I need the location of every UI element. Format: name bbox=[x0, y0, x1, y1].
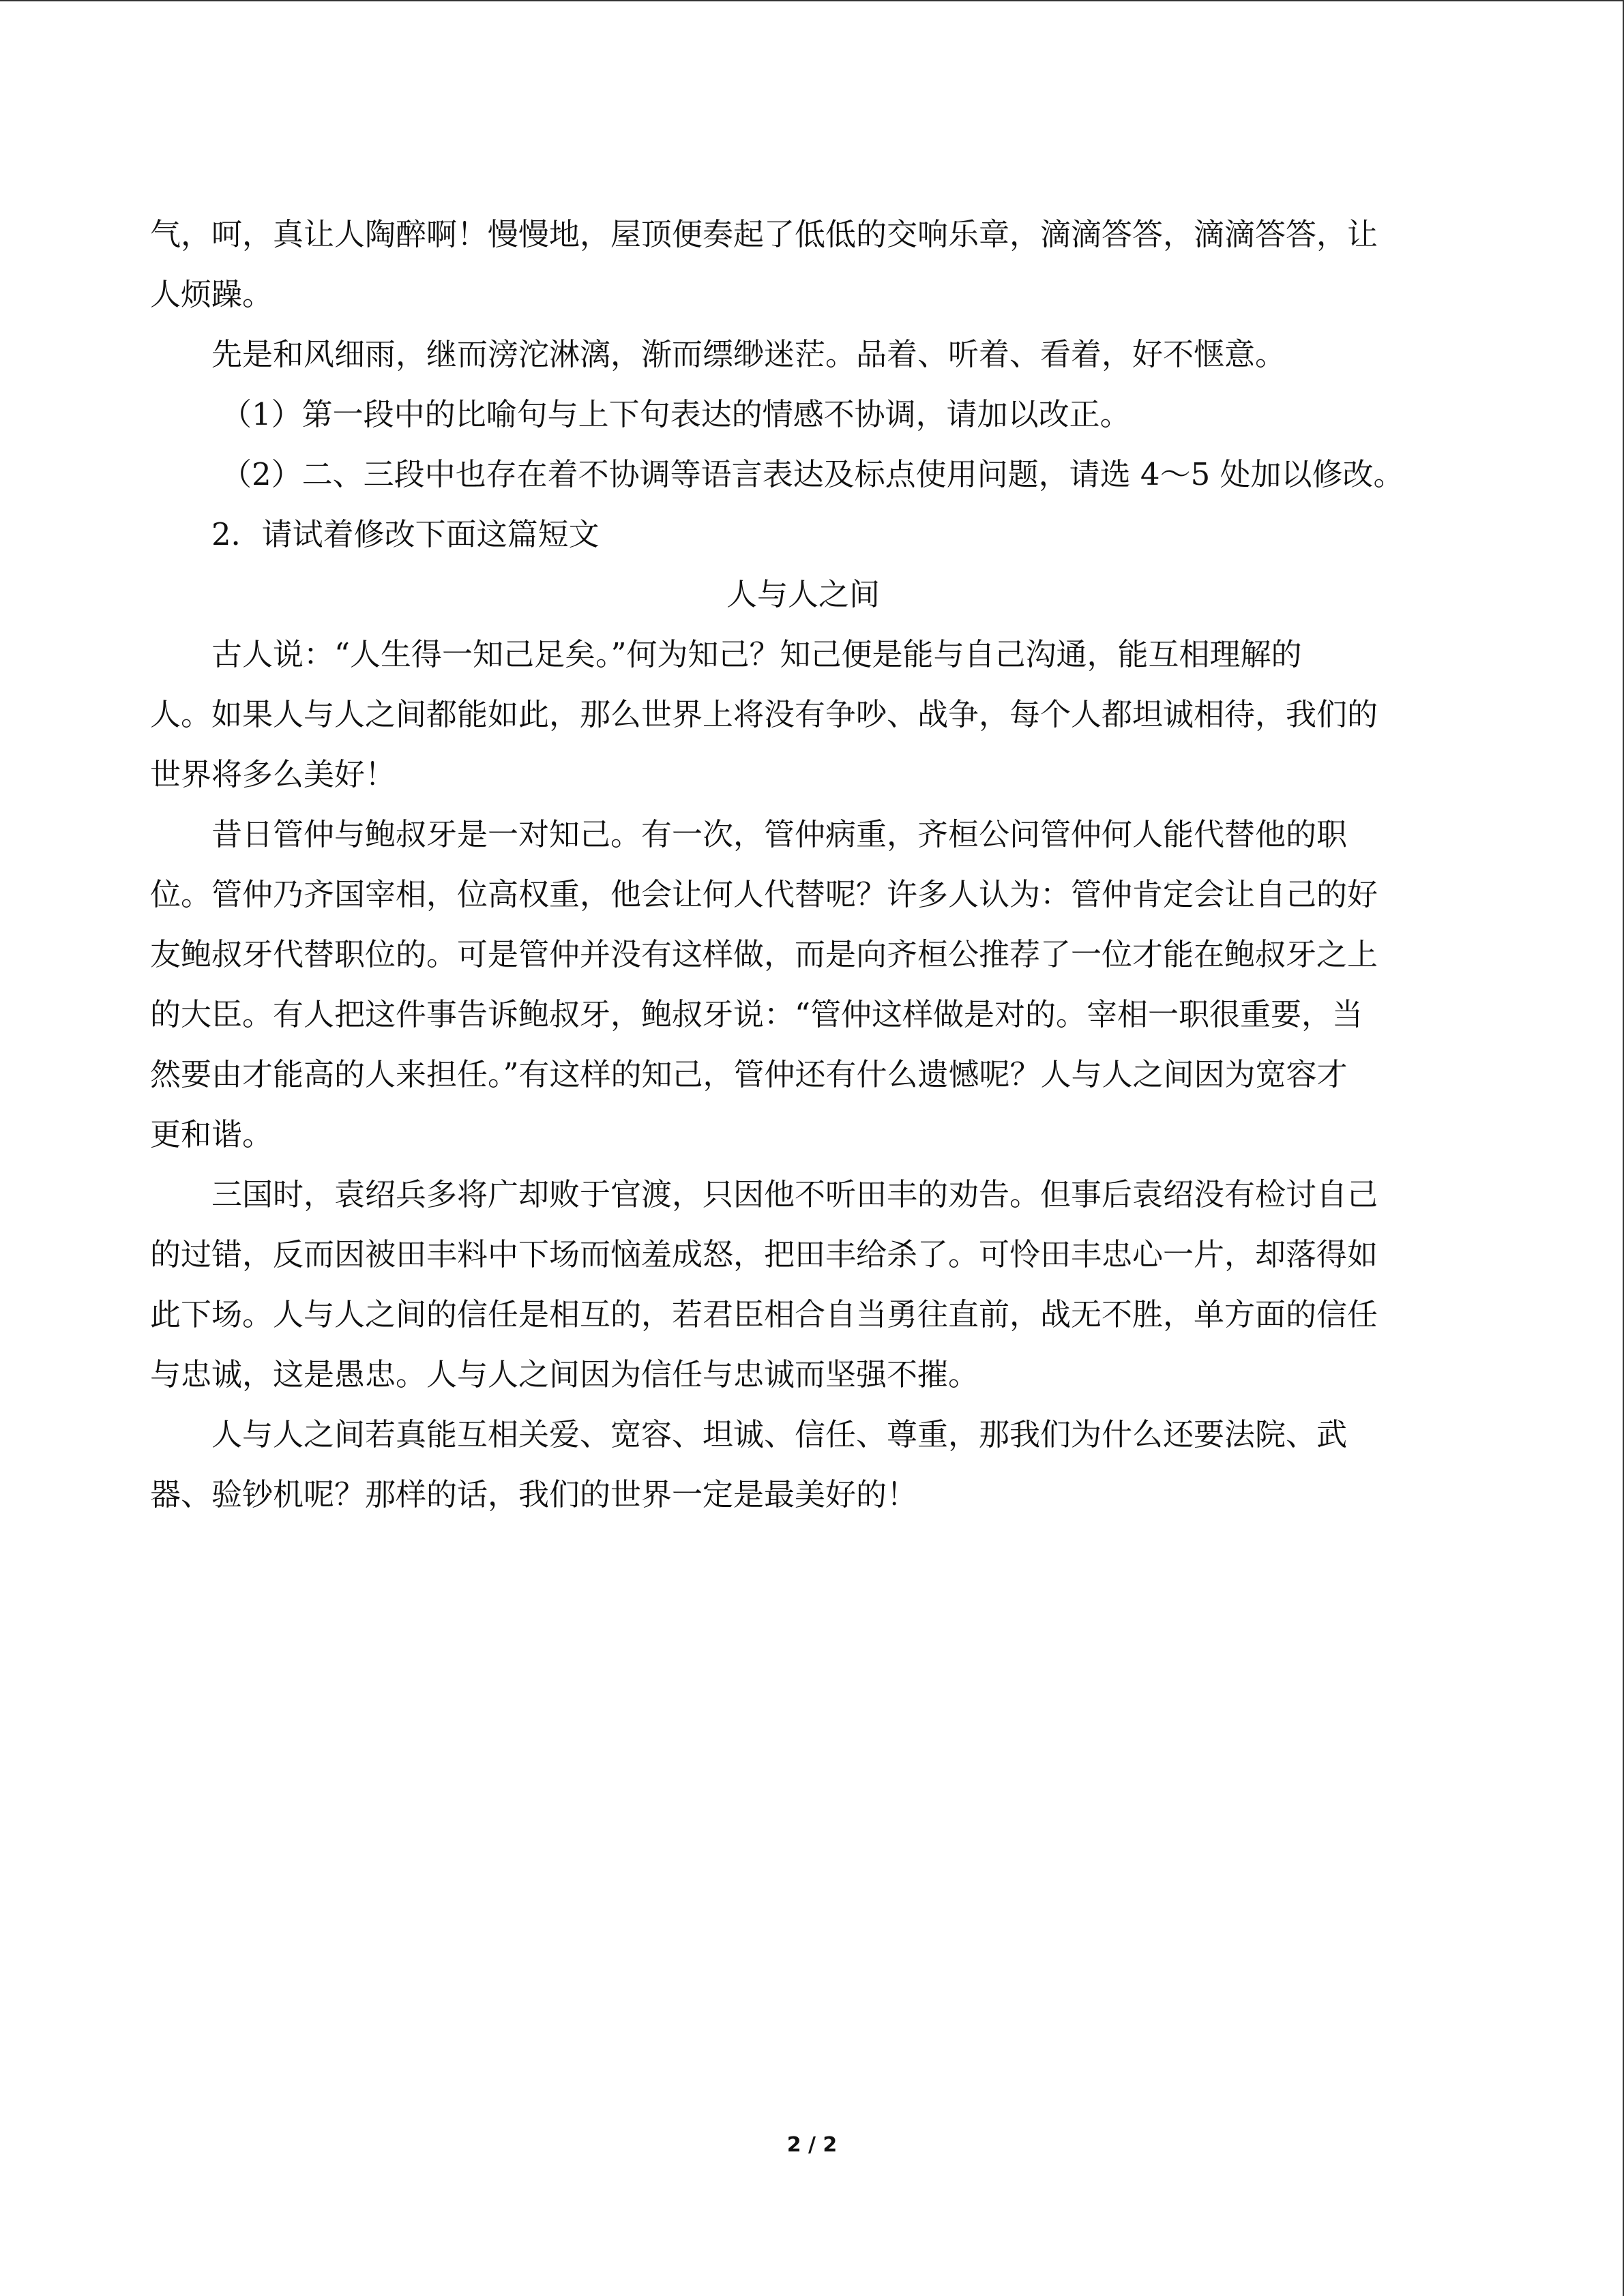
text-line: 位。管仲乃齐国宰相，位高权重，他会让何人代替呢？许多人认为：管仲肯定会让自己的好 bbox=[150, 876, 1378, 912]
text-line: 先是和风细雨，继而滂沱淋漓，渐而缥缈迷茫。品着、听着、看着，好不惬意。 bbox=[211, 336, 1286, 372]
text-line: 然要由才能高的人来担任。”有这样的知己，管仲还有什么遗憾呢？人与人之间因为宽容才 bbox=[150, 1056, 1348, 1092]
text-line: 世界将多么美好！ bbox=[150, 756, 396, 792]
document-body bbox=[150, 205, 1456, 1525]
text-line: 气，呵，真让人陶醉啊！慢慢地，屋顶便奏起了低低的交响乐章，滴滴答答，滴滴答答，让 bbox=[150, 216, 1378, 252]
text-line: 的大臣。有人把这件事告诉鲍叔牙，鲍叔牙说：“管仲这样做是对的。宰相一职很重要，当 bbox=[150, 996, 1363, 1032]
text-line: 与忠诚，这是愚忠。人与人之间因为信任与忠诚而坚强不摧。 bbox=[150, 1356, 979, 1392]
text-line: 友鲍叔牙代替职位的。可是管仲并没有这样做，而是向齐桓公推荐了一位才能在鲍叔牙之上 bbox=[150, 936, 1378, 972]
text-line: 的过错，反而因被田丰料中下场而恼羞成怒，把田丰给杀了。可怜田丰忠心一片，却落得如 bbox=[150, 1236, 1378, 1272]
question-heading: 2．请试着修改下面这篇短文 bbox=[211, 516, 600, 552]
text-line: 昔日管仲与鲍叔牙是一对知己。有一次，管仲病重，齐桓公问管仲何人能代替他的职 bbox=[211, 816, 1348, 852]
text-line: 人烦躁。 bbox=[150, 276, 274, 312]
text-line: 人与人之间若真能互相关爱、宽容、坦诚、信任、尊重，那我们为什么还要法院、武 bbox=[211, 1416, 1348, 1452]
essay-title: 人与人之间 bbox=[726, 576, 880, 612]
text-line: 更和谐。 bbox=[150, 1116, 274, 1152]
question-line: （1）第一段中的比喻句与上下句表达的情感不协调，请加以改正。 bbox=[221, 396, 1131, 432]
question-line: （2）二、三段中也存在着不协调等语言表达及标点使用问题，请选 4～5 处加以修改。 bbox=[221, 456, 1404, 492]
page-number: 2 / 2 bbox=[786, 2133, 838, 2157]
text-line: 器、验钞机呢？那样的话，我们的世界一定是最美好的！ bbox=[150, 1476, 918, 1512]
text-line: 人。如果人与人之间都能如此，那么世界上将没有争吵、战争，每个人都坦诚相待，我们的 bbox=[150, 696, 1378, 732]
text-line: 此下场。人与人之间的信任是相互的，若君臣相合自当勇往直前，战无不胜，单方面的信任 bbox=[150, 1296, 1378, 1332]
text-line: 古人说：“人生得一知己足矣。”何为知己？知己便是能与自己沟通，能互相理解的 bbox=[211, 636, 1302, 672]
text-line: 三国时，袁绍兵多将广却败于官渡，只因他不听田丰的劝告。但事后袁绍没有检讨自己 bbox=[211, 1176, 1378, 1212]
